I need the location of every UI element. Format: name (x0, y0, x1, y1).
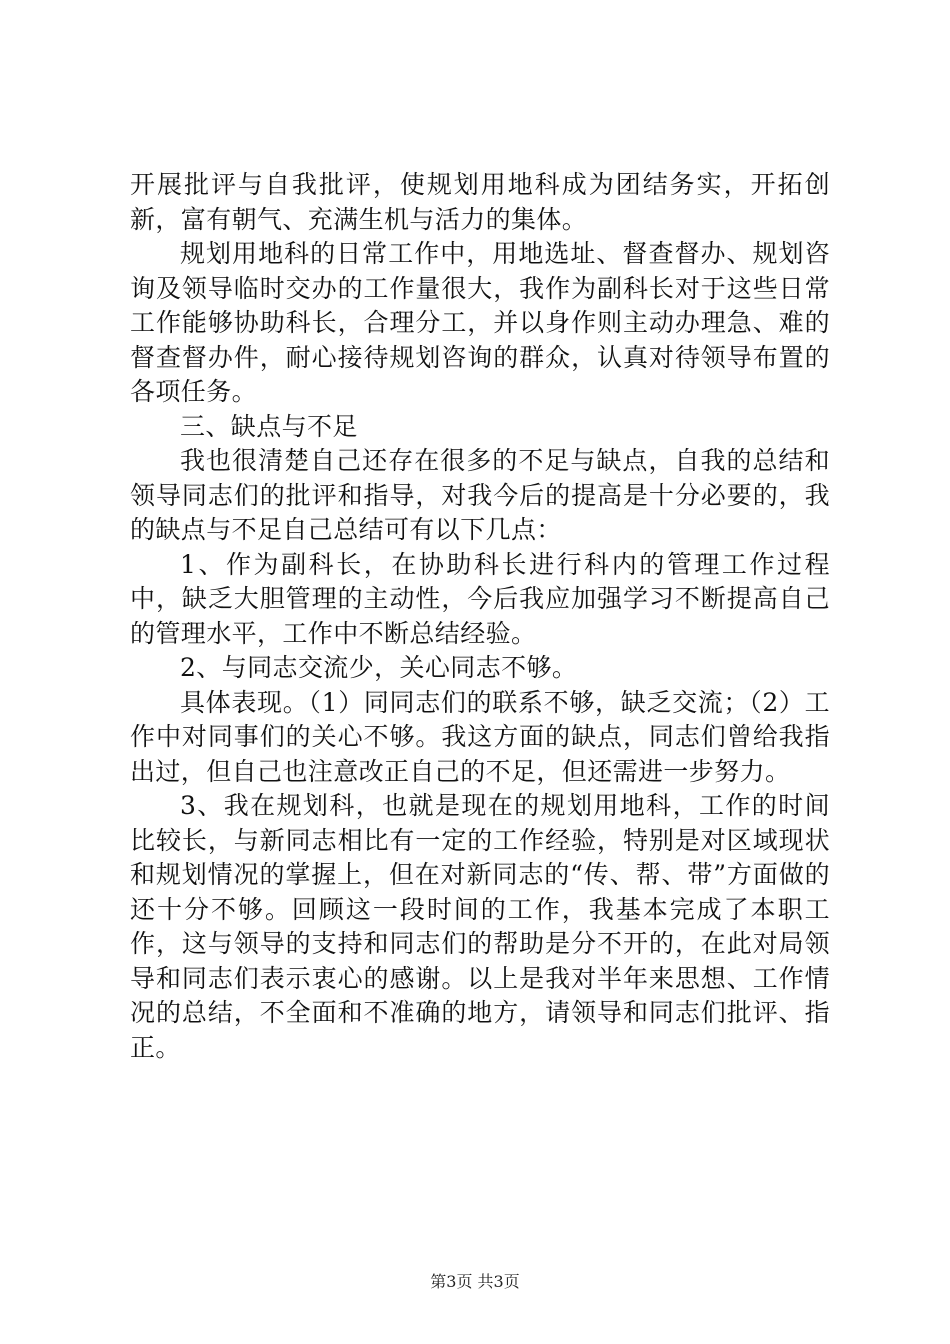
paragraph-continuation: 开展批评与自我批评，使规划用地科成为团结务实，开拓创新，富有朝气、充满生机与活力的集体。 (130, 170, 830, 234)
section-heading-shortcomings: 三、缺点与不足 (180, 411, 358, 441)
paragraph-shortcomings-intro: 我也很清楚自己还存在很多的不足与缺点，自我的总结和领导同志们的批评和指导，对我今后的提高是十分必要的，我的缺点与不足自己总结可有以下几点： (130, 446, 830, 544)
paragraph-point-2-detail: 具体表现。（1）同同志们的联系不够，缺乏交流；（2）工作中对同事们的关心不够。我这方面的缺点，同志们曾给我指出过，但自己也注意改正自己的不足，但还需进一步努力。 (130, 687, 830, 786)
paragraph-daily-work: 规划用地科的日常工作中，用地选址、督查督办、规划咨询及领导临时交办的工作量很大，我作为副科长对于这些日常工作能够协助科长，合理分工，并以身作则主动办理急、难的督查督办件，耐心接待规划咨询的群众，认真对待领导布置的各项任务。 (130, 239, 830, 406)
page-footer: 第3页 共3页 (430, 1272, 520, 1291)
document-body (130, 168, 830, 1065)
paragraph-point-1: 1、作为副科长，在协助科长进行科内的管理工作过程中，缺乏大胆管理的主动性，今后我应加强学习不断提高自己的管理水平，工作中不断总结经验。 (130, 549, 830, 648)
paragraph-point-3: 3、我在规划科，也就是现在的规划用地科，工作的时间比较长，与新同志相比有一定的工作经验，特别是对区域现状和规划情况的掌握上，但在对新同志的“传、帮、带”方面做的还十分不够。回顾这一段时间的工作，我基本完成了本职工作，这与领导的支持和同志们的帮助是分不开的，在此对局领导和同志们表示衷心的感谢。以上是我对半年来思想、工作情况的总结，不全面和不准确的地方，请领导和同志们批评、指正。 (130, 791, 830, 1062)
paragraph-point-2: 2、与同志交流少，关心同志不够。 (180, 653, 578, 682)
